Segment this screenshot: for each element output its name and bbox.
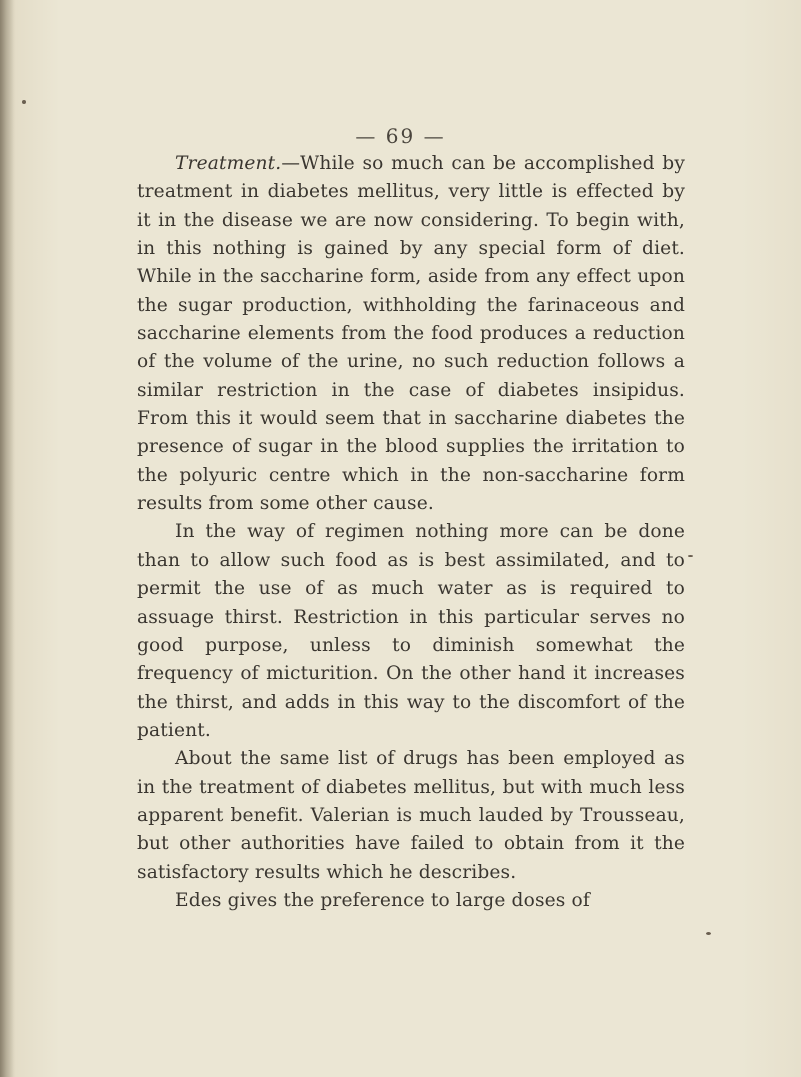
body-text: [137, 150, 685, 915]
page-number: — 69 —: [355, 124, 446, 148]
paragraph-2: In the way of regimen nothing more can be done than to allow such food as is best assimilated, and to permit the use of as much water as is required to assuage thirst. Restriction in this particular serves no good purpose, unless to diminish somewhat the frequency of micturition. On the other hand it increases the thirst, and adds in this way to the discomfort of the patient.: [137, 521, 685, 741]
section-heading: Treatment.: [175, 153, 282, 174]
paragraph-4: Edes gives the preference to large doses of: [175, 889, 590, 911]
paper-speck: [688, 555, 693, 557]
paragraph-1-text: —While so much can be accomplished by treatment in diabetes mellitus, very little is effected by it in the disease we are now considering. To begin with, in this nothing is gained by any special form of diet. While in the saccharine form, aside from any effect upon the sugar production, withholding the farinaceous and saccharine elements from the food produces a reduction of the volume of the urine, no such reduction follows a similar restriction in the case of diabetes insipidus. From this it would seem that in saccharine diabetes the presence of sugar in the blood supplies the irritation to the polyuric centre which in the non-saccharine form results from some other cause.: [137, 153, 685, 515]
paragraph-1: [137, 150, 685, 518]
paper-speck: [22, 100, 26, 104]
paper-speck: [706, 932, 711, 935]
binding-shadow: [0, 0, 14, 1077]
paragraph-3: About the same list of drugs has been employed as in the treatment of diabetes mellitus, but with much less apparent benefit. Valerian is much lauded by Trousseau, but other authorities have failed to obtain from it the satisfactory results which he describes.: [137, 748, 685, 883]
